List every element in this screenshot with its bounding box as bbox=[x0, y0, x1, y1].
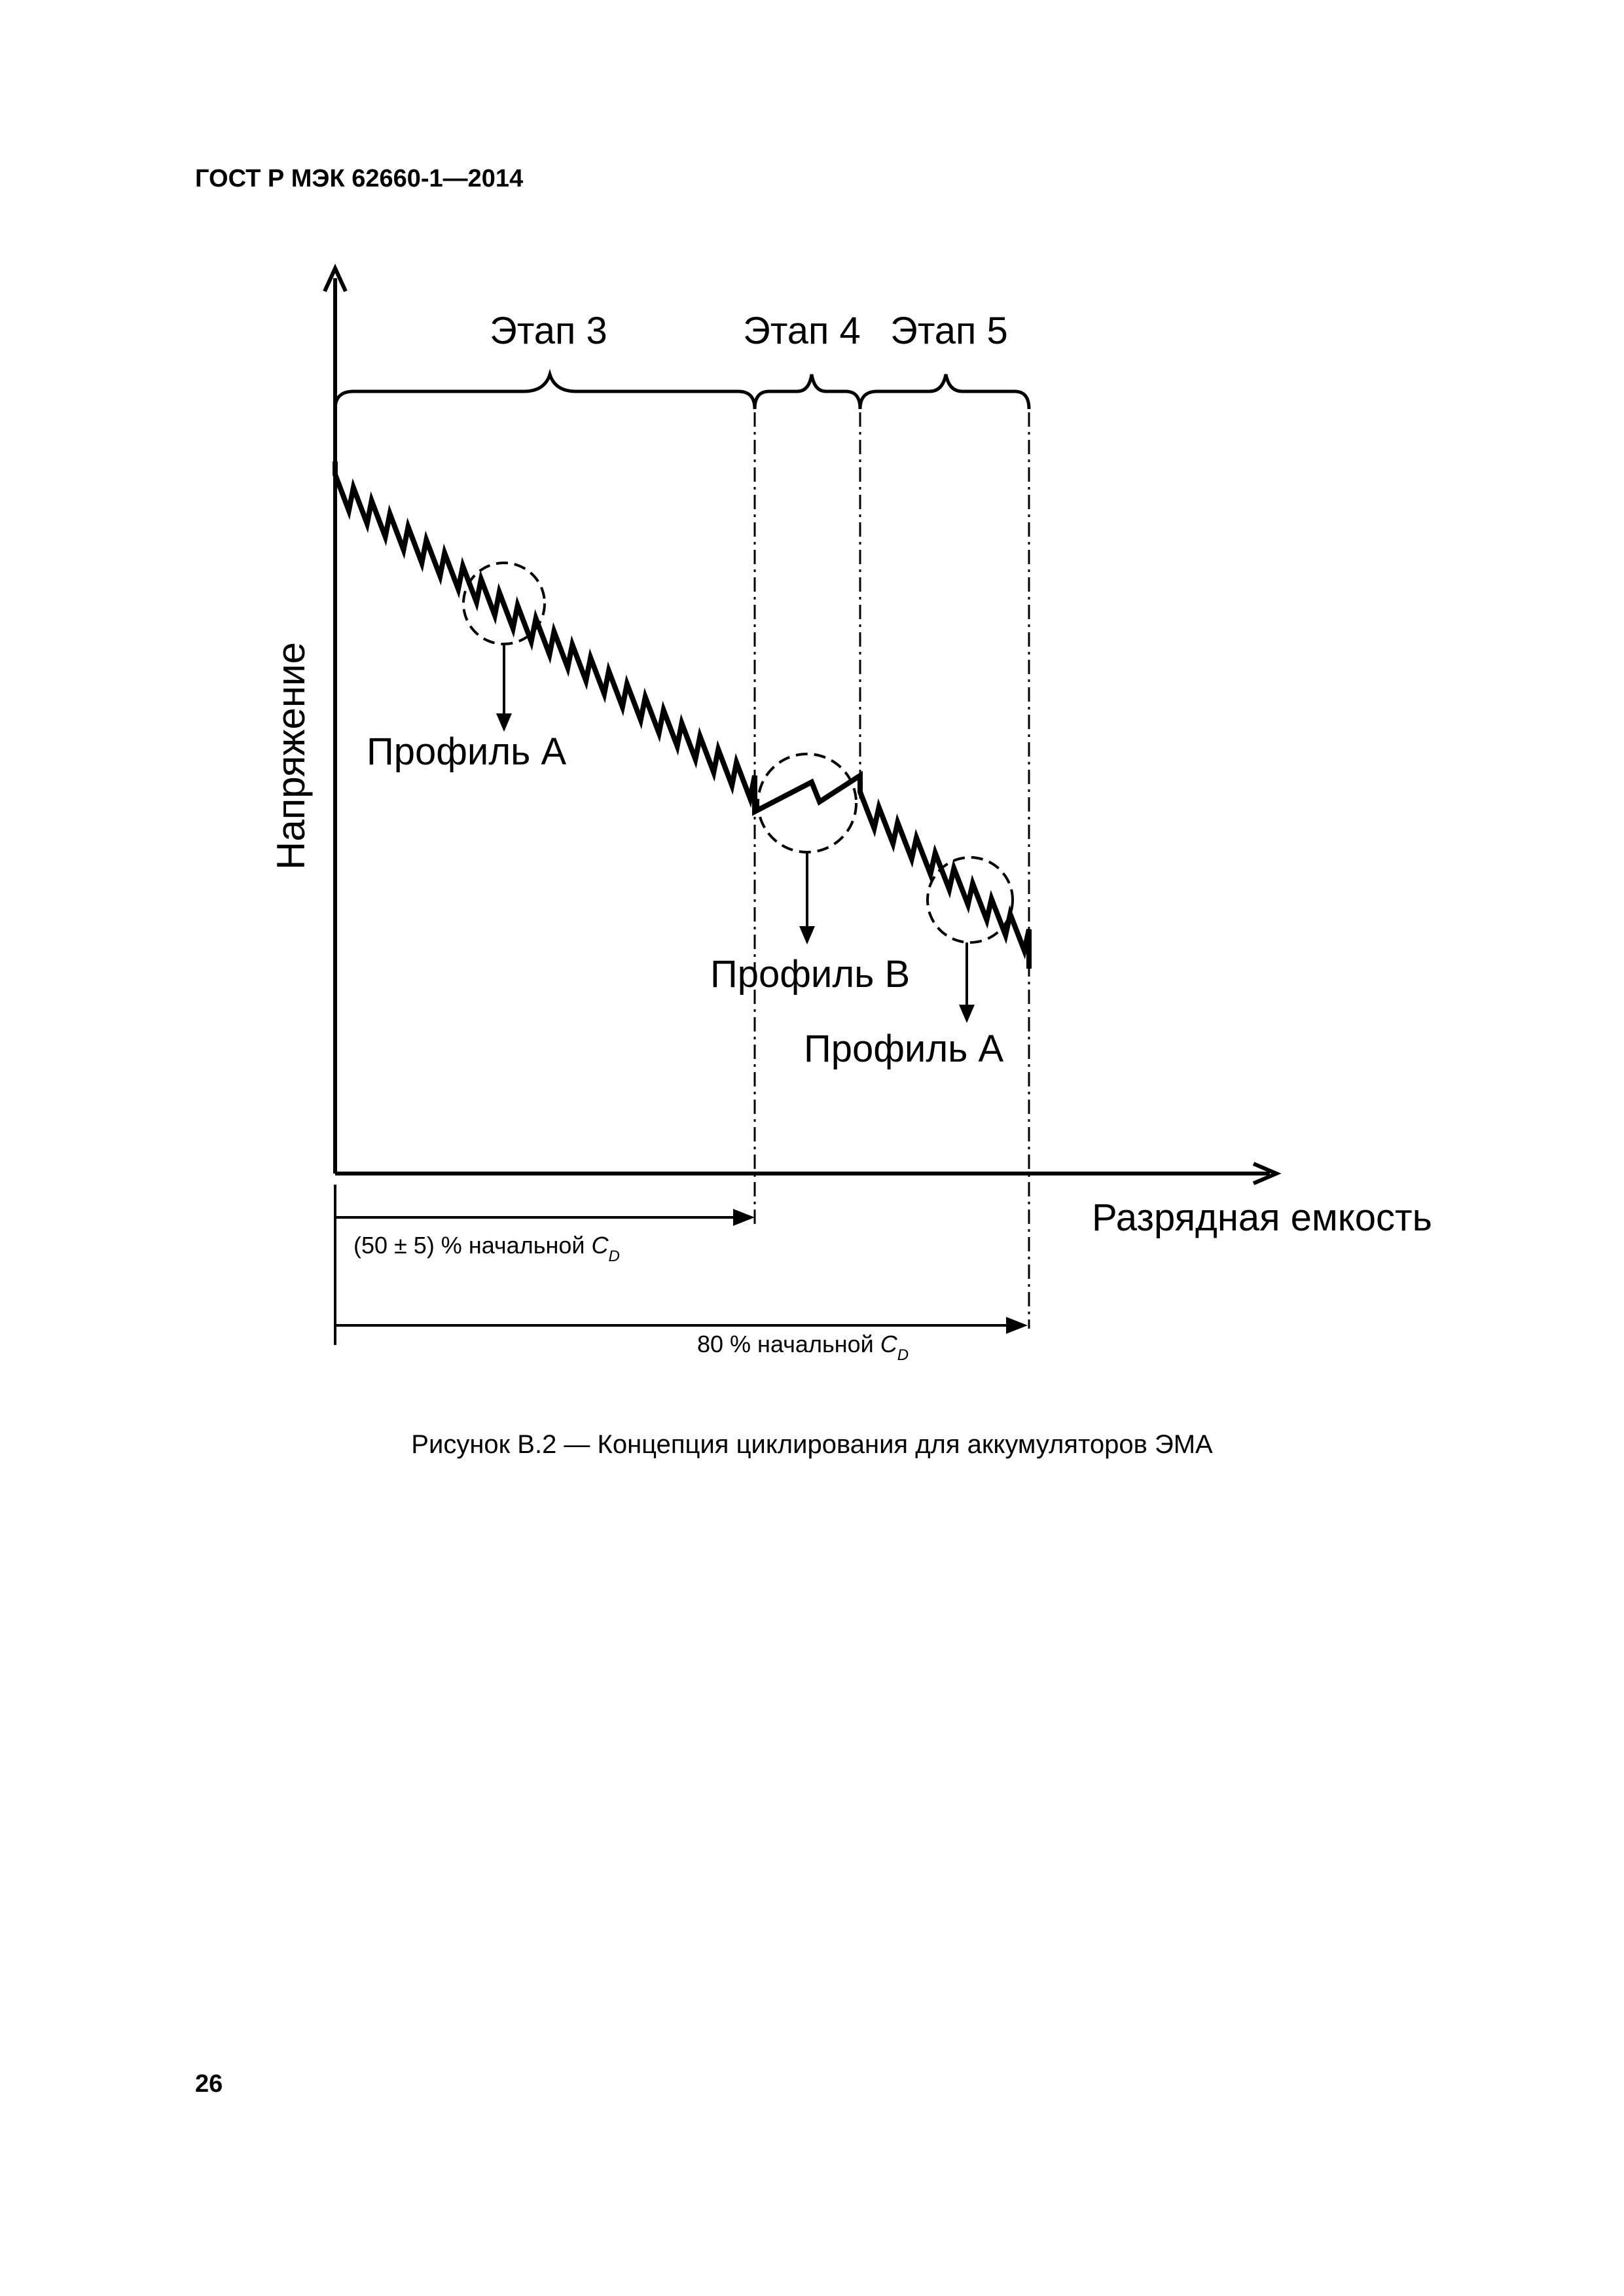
dimension-50-label: (50 ± 5) % начальной $C_D$ bbox=[353, 1232, 620, 1265]
stage-3-brace bbox=[335, 374, 755, 409]
stage-boundaries bbox=[755, 412, 1029, 1329]
stage-5-brace bbox=[860, 374, 1029, 409]
dimension-lines bbox=[335, 1185, 1028, 1345]
voltage-sawtooth-curve bbox=[335, 461, 1029, 969]
arrow-head bbox=[496, 713, 512, 732]
arrow-head bbox=[1006, 1317, 1028, 1334]
stage-3-label: Этап 3 bbox=[490, 310, 607, 352]
arrow-head bbox=[799, 926, 815, 944]
dimension-80-label: 80 % начальной $C_D$ bbox=[697, 1331, 909, 1364]
profile-b-label: Профиль В bbox=[710, 953, 911, 996]
document-header: ГОСТ Р МЭК 62660-1—2014 bbox=[195, 165, 524, 192]
profile-a-label-2: Профиль А bbox=[804, 1028, 1004, 1070]
stage-4-brace bbox=[755, 374, 860, 409]
page-number: 26 bbox=[195, 2070, 223, 2098]
stage-5-label: Этап 5 bbox=[890, 310, 1008, 352]
figure-caption: Рисунок B.2 — Концепция циклирования для аккумуляторов ЭМА bbox=[411, 1430, 1213, 1459]
arrow-head bbox=[733, 1209, 755, 1226]
stage-braces bbox=[335, 374, 1029, 409]
x-axis-label: Разрядная емкость bbox=[1092, 1196, 1432, 1239]
stage-4-label: Этап 4 bbox=[743, 310, 861, 352]
arrow-head bbox=[959, 1005, 975, 1023]
y-axis-label: Напряжение bbox=[269, 642, 313, 870]
profile-a-label-1: Профиль А bbox=[367, 730, 567, 773]
